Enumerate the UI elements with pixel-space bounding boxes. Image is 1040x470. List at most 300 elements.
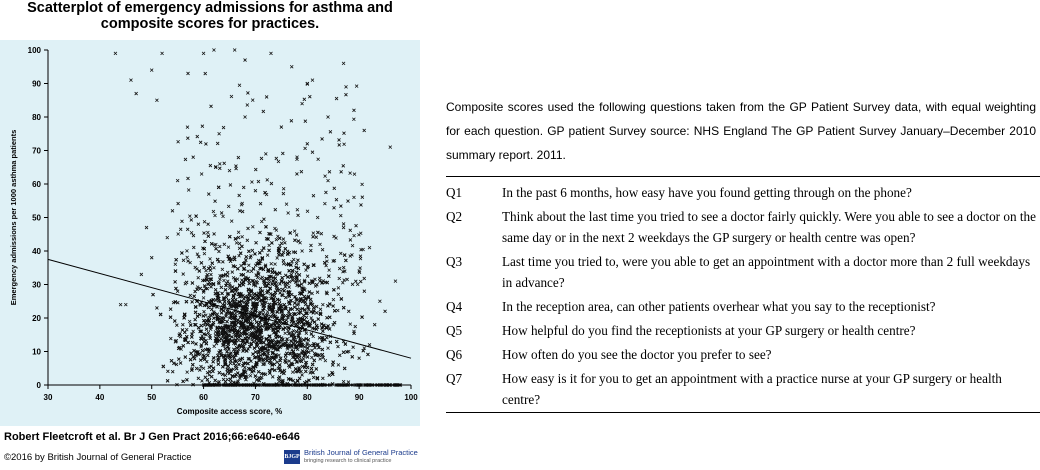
scatter-point xyxy=(389,146,392,149)
scatter-point xyxy=(310,332,313,335)
bjgp-logo-mark: BJGP xyxy=(284,450,300,464)
scatter-point xyxy=(280,126,283,129)
scatter-point xyxy=(232,276,235,279)
scatter-point xyxy=(310,349,313,352)
scatter-point xyxy=(287,330,290,333)
scatter-point xyxy=(220,211,223,214)
scatter-point xyxy=(226,320,229,323)
scatter-point xyxy=(342,380,345,383)
scatter-point xyxy=(202,310,205,313)
scatter-point xyxy=(347,310,350,313)
scatter-point xyxy=(150,69,153,72)
scatter-point xyxy=(191,281,194,284)
question-row xyxy=(446,341,1040,365)
scatter-point xyxy=(297,303,300,306)
scatter-point xyxy=(177,140,180,143)
scatter-point xyxy=(329,130,332,133)
scatter-point xyxy=(214,379,217,382)
scatter-point xyxy=(225,350,228,353)
x-tick-label: 60 xyxy=(199,393,209,402)
scatter-point xyxy=(262,247,265,250)
scatter-point xyxy=(301,373,304,376)
scatter-point xyxy=(352,109,355,112)
scatter-point xyxy=(253,347,256,350)
scatter-point xyxy=(182,273,185,276)
scatter-point xyxy=(337,363,340,366)
scatter-point xyxy=(174,287,177,290)
scatter-point xyxy=(352,196,355,199)
scatter-point xyxy=(203,220,206,223)
scatter-point xyxy=(204,142,207,145)
scatter-point xyxy=(295,330,298,333)
scatter-point xyxy=(205,342,208,345)
scatter-point xyxy=(296,208,299,211)
scatter-point xyxy=(321,303,324,306)
scatter-point xyxy=(230,95,233,98)
scatter-point xyxy=(175,324,178,327)
scatter-point xyxy=(259,290,262,293)
scatter-point xyxy=(201,279,204,282)
scatter-point xyxy=(279,359,282,362)
scatter-point xyxy=(177,358,180,361)
scatter-point xyxy=(188,320,191,323)
scatter-point xyxy=(344,343,347,346)
scatter-point xyxy=(336,309,339,312)
question-row xyxy=(446,203,1040,248)
scatter-point xyxy=(281,276,284,279)
scatter-point xyxy=(237,363,240,366)
scatter-point xyxy=(230,220,233,223)
scatter-point xyxy=(271,368,274,371)
scatter-point xyxy=(176,301,179,304)
x-tick-label: 30 xyxy=(43,393,53,402)
scatter-point xyxy=(246,239,249,242)
scatter-point xyxy=(268,369,271,372)
scatter-point xyxy=(268,303,271,306)
scatter-point xyxy=(258,231,261,234)
scatter-point xyxy=(291,279,294,282)
scatter-point xyxy=(191,341,194,344)
scatter-point xyxy=(178,346,181,349)
scatter-point xyxy=(352,118,355,121)
scatter-point xyxy=(295,172,298,175)
scatter-point xyxy=(282,192,285,195)
scatter-point xyxy=(331,364,334,367)
scatter-point xyxy=(269,315,272,318)
scatter-point xyxy=(351,283,354,286)
question-row xyxy=(446,177,1040,203)
scatter-point xyxy=(283,241,286,244)
scatter-point xyxy=(244,116,247,119)
scatter-point xyxy=(192,246,195,249)
question-text: How often do you see the doctor you prefer to see? xyxy=(502,347,772,362)
scatter-point xyxy=(199,141,202,144)
scatter-point xyxy=(322,356,325,359)
scatter-point xyxy=(242,364,245,367)
scatter-point xyxy=(254,189,257,192)
scatter-point xyxy=(288,269,291,272)
scatter-point xyxy=(355,224,358,227)
question-id: Q1 xyxy=(446,185,463,200)
scatter-point xyxy=(255,298,258,301)
y-tick-label: 0 xyxy=(36,381,41,390)
scatter-point xyxy=(358,357,361,360)
scatter-point xyxy=(366,353,369,356)
scatter-point xyxy=(229,183,232,186)
scatter-point xyxy=(224,380,227,383)
scatter-point xyxy=(190,218,193,221)
scatter-point xyxy=(290,119,293,122)
scatter-point xyxy=(182,344,185,347)
scatter-point xyxy=(224,359,227,362)
scatter-point xyxy=(190,352,193,355)
scatter-point xyxy=(361,196,364,199)
scatter-point xyxy=(239,316,242,319)
scatter-point xyxy=(269,52,272,55)
scatter-point xyxy=(321,348,324,351)
scatter-point xyxy=(190,336,193,339)
scatter-point xyxy=(216,292,219,295)
scatter-point xyxy=(339,205,342,208)
scatter-point xyxy=(325,264,328,267)
scatter-point xyxy=(311,151,314,154)
scatter-point xyxy=(338,138,341,141)
scatter-point xyxy=(274,340,277,343)
plot-panel xyxy=(0,40,420,426)
scatter-point xyxy=(209,273,212,276)
bjgp-logo xyxy=(284,449,418,465)
scatter-point xyxy=(200,379,203,382)
scatter-point xyxy=(306,347,309,350)
scatter-point xyxy=(212,360,215,363)
scatter-point xyxy=(207,223,210,226)
scatter-point xyxy=(174,263,177,266)
scatter-point xyxy=(321,377,324,380)
scatter-point xyxy=(236,319,239,322)
scatter-point xyxy=(189,324,192,327)
scatter-point xyxy=(204,269,207,272)
scatter-point xyxy=(264,225,267,228)
scatter-point xyxy=(309,249,312,252)
scatter-point xyxy=(199,365,202,368)
scatter-point xyxy=(240,279,243,282)
scatter-point xyxy=(315,328,318,331)
scatter-point xyxy=(212,321,215,324)
scatter-point xyxy=(182,380,185,383)
scatter-point xyxy=(251,225,254,228)
scatter-point xyxy=(174,280,177,283)
scatter-point xyxy=(262,110,265,113)
scatter-point xyxy=(315,305,318,308)
scatter-point xyxy=(210,242,213,245)
scatter-point xyxy=(262,341,265,344)
scatter-point xyxy=(317,318,320,321)
scatter-point xyxy=(183,316,186,319)
scatter-point xyxy=(346,278,349,281)
figure-title: Scatterplot of emergency admissions for asthma and composite scores for practices. xyxy=(27,0,393,32)
scatter-point xyxy=(306,142,309,145)
scatter-point xyxy=(270,241,273,244)
scatter-point xyxy=(327,275,330,278)
scatter-point xyxy=(254,264,257,267)
scatter-point xyxy=(237,231,240,234)
scatter-point xyxy=(240,245,243,248)
scatter-point xyxy=(265,193,268,196)
scatter-point xyxy=(223,243,226,246)
scatter-point xyxy=(328,316,331,319)
scatter-point xyxy=(378,300,381,303)
scatter-point xyxy=(321,248,324,251)
scatter-point xyxy=(298,356,301,359)
scatter-point xyxy=(323,202,326,205)
scatter-point xyxy=(316,231,319,234)
scatter-point xyxy=(228,169,231,172)
scatter-point xyxy=(200,324,203,327)
scatter-point xyxy=(342,62,345,65)
scatter-point xyxy=(250,181,253,184)
scatter-point xyxy=(220,286,223,289)
scatter-point xyxy=(282,259,285,262)
scatter-point xyxy=(258,359,261,362)
scatter-point xyxy=(218,278,221,281)
scatter-point xyxy=(328,170,331,173)
scatter-point xyxy=(213,345,216,348)
scatter-point xyxy=(290,293,293,296)
scatter-point xyxy=(201,349,204,352)
x-tick-label: 80 xyxy=(302,393,312,402)
scatter-point xyxy=(242,186,245,189)
scatter-point xyxy=(184,282,187,285)
scatter-point xyxy=(335,340,338,343)
scatter-point xyxy=(342,266,345,269)
y-tick-label: 100 xyxy=(27,46,41,55)
scatter-point xyxy=(135,92,138,95)
scatter-point xyxy=(192,156,195,159)
scatter-point xyxy=(284,332,287,335)
x-tick-label: 100 xyxy=(404,393,418,402)
scatter-point xyxy=(306,355,309,358)
scatter-point xyxy=(296,341,299,344)
x-tick-label: 90 xyxy=(354,393,364,402)
scatter-point xyxy=(301,250,304,253)
x-tick-label: 50 xyxy=(147,393,157,402)
scatter-point xyxy=(217,186,220,189)
scatter-point xyxy=(186,137,189,140)
scatter-point xyxy=(234,298,237,301)
scatter-point xyxy=(279,291,282,294)
scatter-point xyxy=(394,280,397,283)
scatter-point xyxy=(195,367,198,370)
scatter-point xyxy=(335,198,338,201)
scatter-point xyxy=(276,257,279,260)
y-tick-label: 20 xyxy=(32,314,41,323)
scatter-point xyxy=(206,354,209,357)
scatter-point xyxy=(333,206,336,209)
scatter-point xyxy=(275,229,278,232)
x-tick-label: 40 xyxy=(95,393,105,402)
scatter-point xyxy=(169,337,172,340)
scatter-point xyxy=(218,245,221,248)
scatter-point xyxy=(184,158,187,161)
question-row xyxy=(446,317,1040,341)
scatter-point xyxy=(171,209,174,212)
scatter-point xyxy=(328,328,331,331)
question-row xyxy=(446,365,1040,412)
y-tick-label: 30 xyxy=(32,280,41,290)
scatter-point xyxy=(234,237,237,240)
scatter-point xyxy=(320,232,323,235)
scatter-point xyxy=(317,158,320,161)
scatter-point xyxy=(346,200,349,203)
scatter-point xyxy=(246,300,249,303)
scatter-point xyxy=(207,235,210,238)
scatter-point xyxy=(356,283,359,286)
scatter-point xyxy=(342,351,345,354)
question-text: In the reception area, can other patients overhear what you say to the receptionist? xyxy=(502,299,936,314)
scatter-point xyxy=(342,222,345,225)
scatter-point xyxy=(328,269,331,272)
scatter-point xyxy=(169,316,172,319)
scatter-point xyxy=(343,254,346,257)
scatter-point xyxy=(295,271,298,274)
question-id: Q7 xyxy=(446,371,463,386)
scatter-point xyxy=(352,330,355,333)
scatter-point xyxy=(255,241,258,244)
scatter-point xyxy=(214,330,217,333)
scatter-point xyxy=(202,367,205,370)
scatter-point xyxy=(218,132,221,135)
scatter-point xyxy=(217,363,220,366)
scatter-point xyxy=(236,267,239,270)
bjgp-logo-name: British Journal of General Practice xyxy=(304,448,418,457)
scatter-point xyxy=(202,296,205,299)
scatter-point xyxy=(150,256,153,259)
scatter-point xyxy=(359,232,362,235)
scatter-point xyxy=(278,272,281,275)
scatter-point xyxy=(238,254,241,257)
scatter-point xyxy=(247,227,250,230)
scatter-point xyxy=(238,84,241,87)
scatter-point xyxy=(211,370,214,373)
scatter-point xyxy=(213,232,216,235)
scatter-point xyxy=(266,254,269,257)
scatter-point xyxy=(291,371,294,374)
scatter-point xyxy=(303,263,306,266)
scatter-point xyxy=(337,293,340,296)
scatter-point xyxy=(203,252,206,255)
scatter-point xyxy=(114,52,117,55)
scatter-point xyxy=(197,276,200,279)
scatter-point xyxy=(185,328,188,331)
scatter-point xyxy=(266,178,269,181)
scatter-point xyxy=(332,361,335,364)
scatter-point xyxy=(359,203,362,206)
scatter-point xyxy=(324,359,327,362)
scatter-point xyxy=(196,135,199,138)
scatter-point xyxy=(251,353,254,356)
scatter-point xyxy=(275,238,278,241)
scatter-point xyxy=(212,210,215,213)
scatter-point xyxy=(229,359,232,362)
scatter-point xyxy=(254,351,257,354)
scatter-point xyxy=(247,264,250,267)
scatter-point xyxy=(228,282,231,285)
scatter-point xyxy=(191,300,194,303)
scatter-point xyxy=(324,175,327,178)
scatter-point xyxy=(293,239,296,242)
question-text: Think about the last time you tried to see a doctor fairly quickly. Were you able to see a doctor on the same day or in the next 2 weekdays the GP surgery or health centre was open? xyxy=(502,209,1036,245)
scatter-point xyxy=(325,255,328,258)
scatter-point xyxy=(298,377,301,380)
scatter-point xyxy=(198,369,201,372)
scatter-point xyxy=(212,49,215,52)
scatter-point xyxy=(363,277,366,280)
scatter-point xyxy=(336,345,339,348)
scatter-point xyxy=(180,220,183,223)
question-table xyxy=(446,176,1040,413)
scatter-point xyxy=(195,267,198,270)
question-id: Q2 xyxy=(446,209,463,224)
scatter-point xyxy=(214,200,217,203)
scatter-point xyxy=(295,280,298,283)
scatter-point xyxy=(234,364,237,367)
scatter-point xyxy=(287,310,290,313)
scatter-point xyxy=(344,259,347,262)
scatter-point xyxy=(230,335,233,338)
scatter-point xyxy=(204,72,207,75)
scatter-point xyxy=(299,241,302,244)
scatter-point xyxy=(249,374,252,377)
scatter-point xyxy=(289,275,292,278)
scatter-point xyxy=(204,314,207,317)
scatter-point xyxy=(159,313,162,316)
scatter-point xyxy=(309,298,312,301)
y-tick-label: 70 xyxy=(32,146,41,156)
scatter-point xyxy=(278,363,281,366)
scatter-point xyxy=(189,358,192,361)
scatter-point xyxy=(240,264,243,267)
scatter-point xyxy=(293,306,296,309)
scatter-point xyxy=(288,360,291,363)
scatter-point xyxy=(209,164,212,167)
scatter-point xyxy=(274,263,277,266)
y-tick-label: 10 xyxy=(32,347,41,357)
scatter-point xyxy=(340,297,343,300)
scatter-point xyxy=(277,160,280,163)
scatter-point xyxy=(351,244,354,247)
scatter-point xyxy=(329,341,332,344)
scatter-point xyxy=(305,332,308,335)
scatter-point xyxy=(359,255,362,258)
y-tick-label: 60 xyxy=(32,180,41,189)
scatter-point xyxy=(334,236,337,239)
scatter-point xyxy=(260,336,263,339)
scatter-point xyxy=(261,249,264,252)
scatter-point xyxy=(197,326,200,329)
scatter-point xyxy=(276,361,279,364)
scatter-point xyxy=(229,378,232,381)
scatter-point xyxy=(297,214,300,217)
scatter-point xyxy=(253,252,256,255)
scatter-point xyxy=(315,367,318,370)
scatter-point xyxy=(373,323,376,326)
scatter-point xyxy=(315,236,318,239)
scatter-point xyxy=(353,234,356,237)
scatter-point xyxy=(169,308,172,311)
scatter-point xyxy=(221,292,224,295)
scatter-point xyxy=(208,316,211,319)
scatter-point xyxy=(152,293,155,296)
